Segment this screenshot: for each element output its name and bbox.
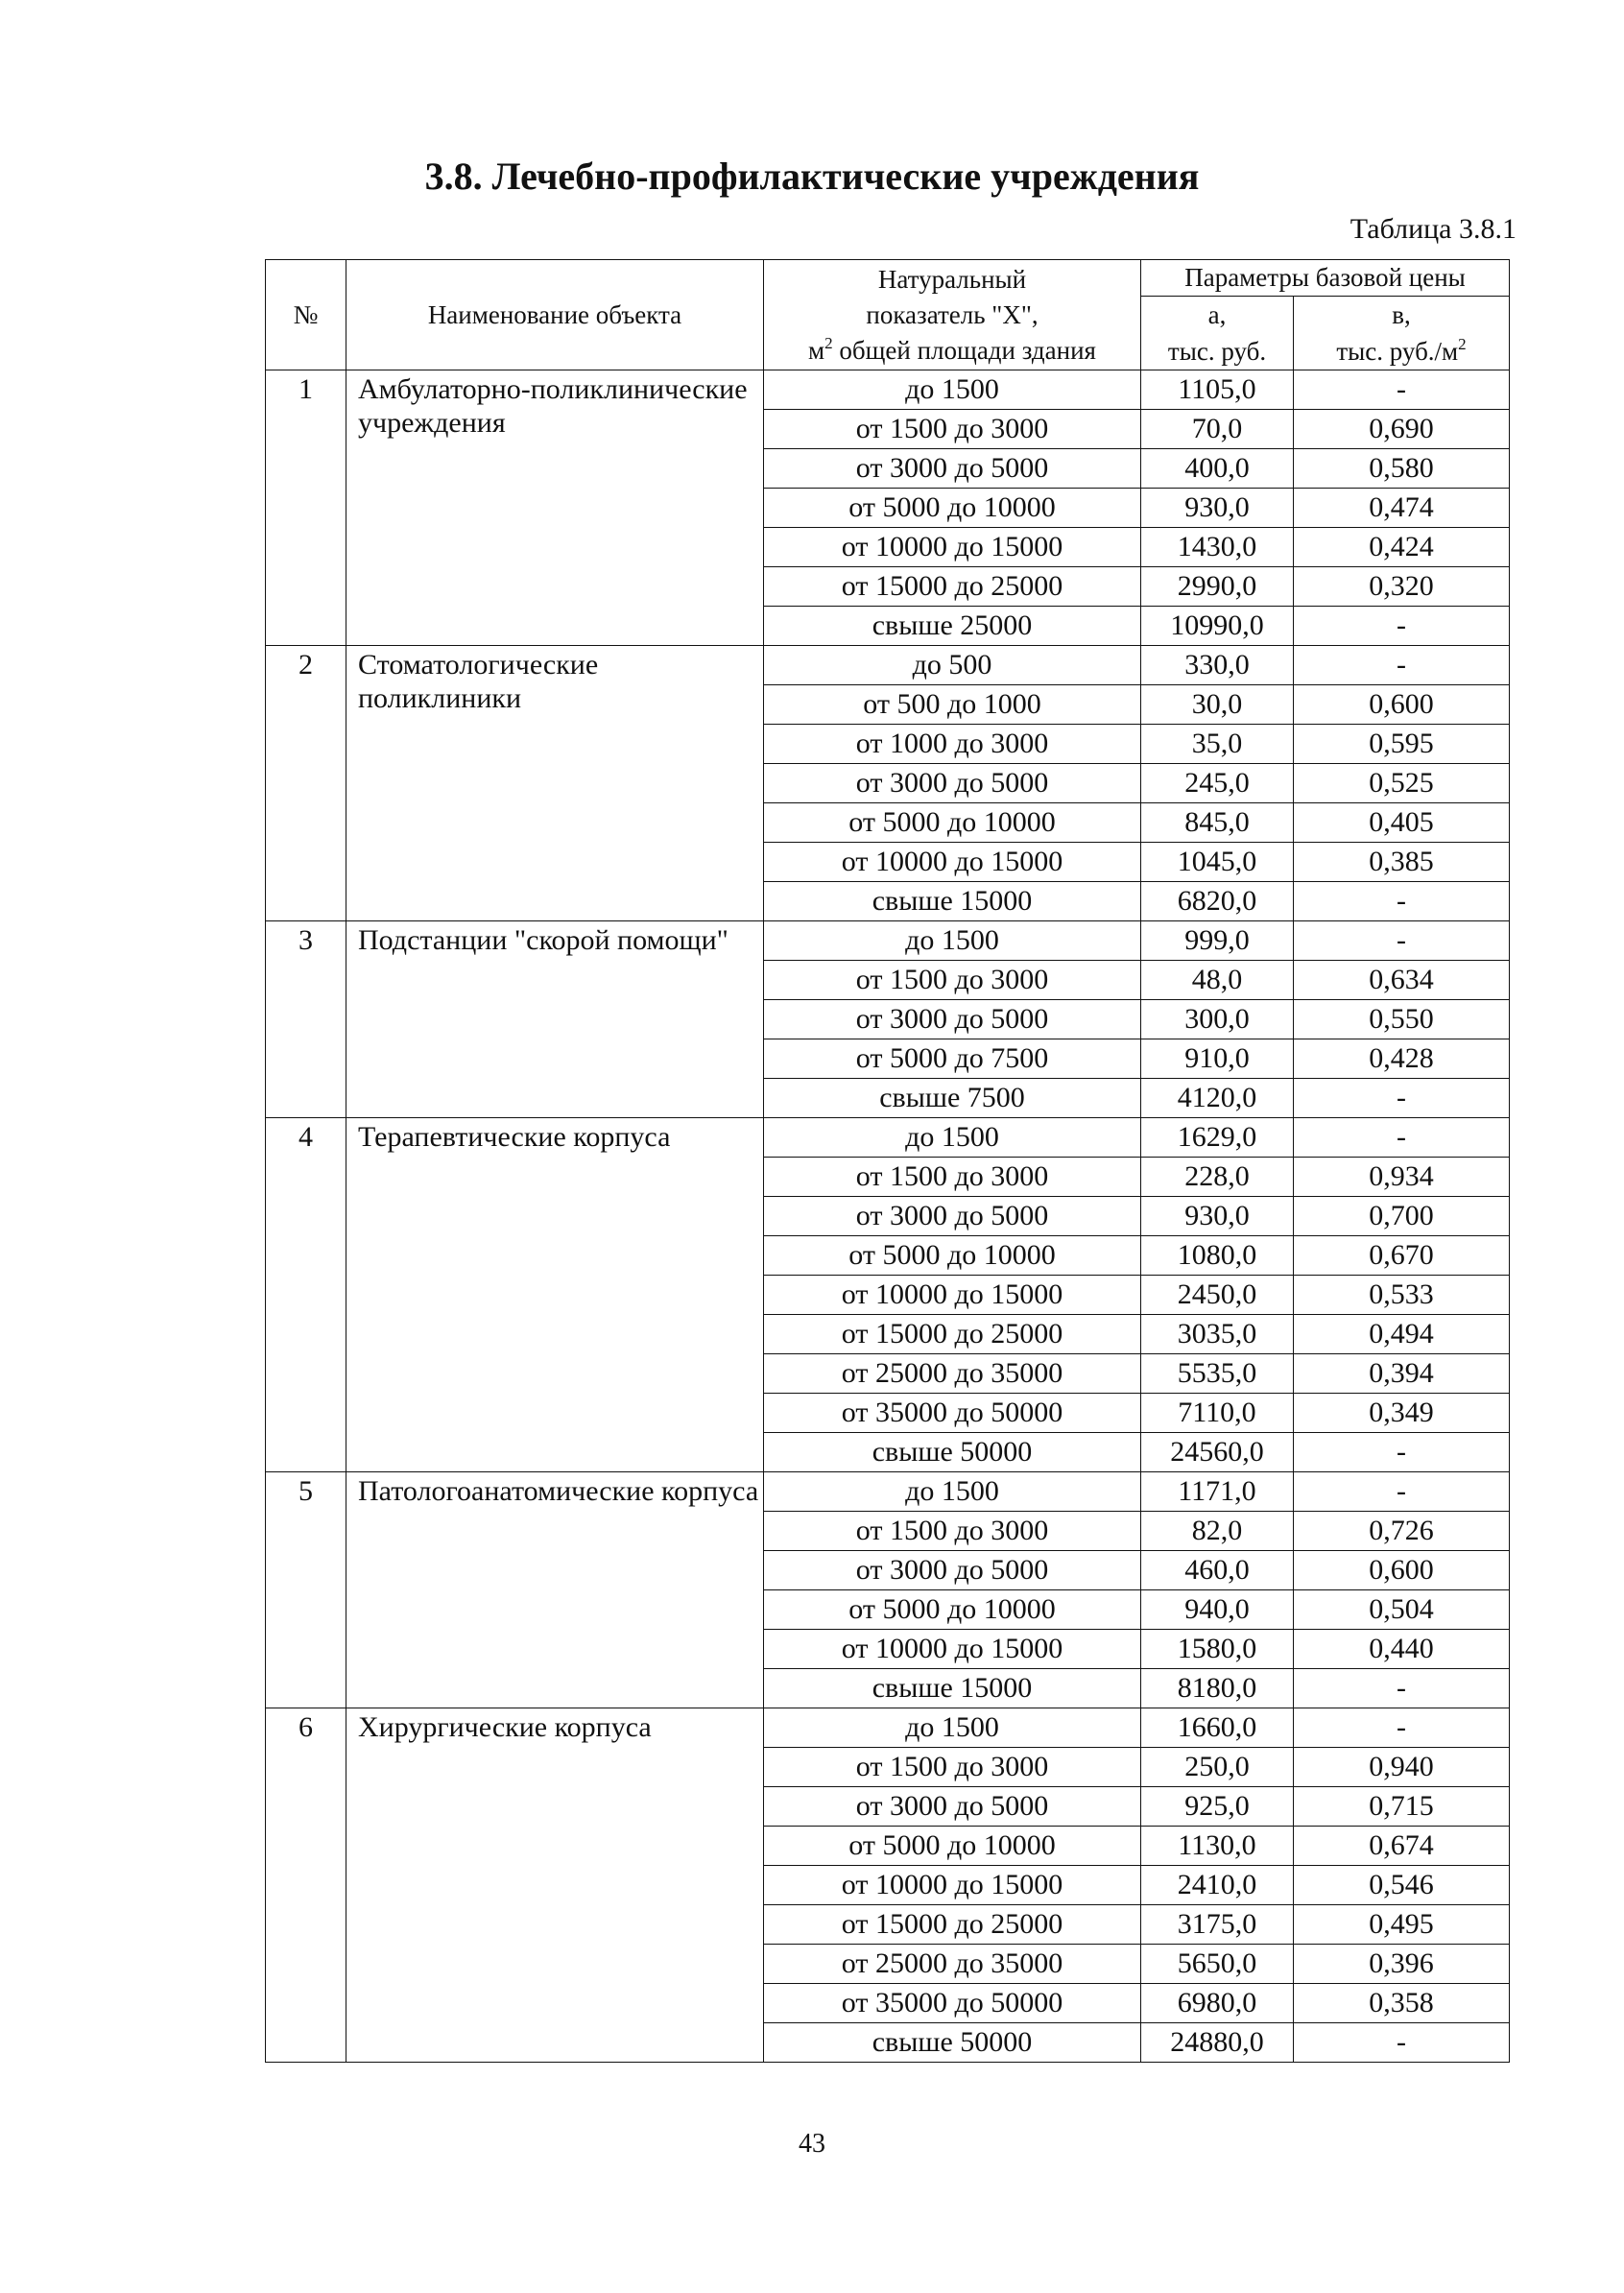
range-cell: от 3000 до 5000 bbox=[764, 1197, 1141, 1236]
range-cell: свыше 25000 bbox=[764, 607, 1141, 646]
a-value-cell: 1171,0 bbox=[1141, 1472, 1294, 1512]
a-value-cell: 5650,0 bbox=[1141, 1945, 1294, 1984]
b-value-cell: 0,495 bbox=[1294, 1905, 1510, 1945]
b-value-cell: 0,424 bbox=[1294, 528, 1510, 567]
header-natural-line3 bbox=[764, 333, 1140, 369]
a-value-cell: 1130,0 bbox=[1141, 1827, 1294, 1866]
range-cell: от 500 до 1000 bbox=[764, 685, 1141, 725]
b-value-cell: 0,600 bbox=[1294, 1551, 1510, 1590]
range-cell: от 10000 до 15000 bbox=[764, 1276, 1141, 1315]
table-header bbox=[266, 260, 1510, 370]
table-row bbox=[266, 921, 1510, 961]
range-cell: от 25000 до 35000 bbox=[764, 1945, 1141, 1984]
range-cell: от 3000 до 5000 bbox=[764, 449, 1141, 489]
header-natural-line2: показатель "Х", bbox=[866, 299, 1039, 329]
b-value-cell: 0,504 bbox=[1294, 1590, 1510, 1630]
b-value-cell: 0,634 bbox=[1294, 961, 1510, 1000]
a-value-cell: 82,0 bbox=[1141, 1512, 1294, 1551]
b-value-cell: 0,358 bbox=[1294, 1984, 1510, 2023]
range-cell: от 35000 до 50000 bbox=[764, 1394, 1141, 1433]
table-row bbox=[266, 370, 1510, 410]
range-cell: от 15000 до 25000 bbox=[764, 1905, 1141, 1945]
a-value-cell: 245,0 bbox=[1141, 764, 1294, 803]
a-value-cell: 1080,0 bbox=[1141, 1236, 1294, 1276]
b-value-cell: 0,600 bbox=[1294, 685, 1510, 725]
a-value-cell: 8180,0 bbox=[1141, 1669, 1294, 1708]
a-value-cell: 10990,0 bbox=[1141, 607, 1294, 646]
b-value-cell: 0,440 bbox=[1294, 1630, 1510, 1669]
range-cell: от 10000 до 15000 bbox=[764, 1866, 1141, 1905]
range-cell: свыше 7500 bbox=[764, 1079, 1141, 1118]
range-cell: от 15000 до 25000 bbox=[764, 1315, 1141, 1354]
header-natural-unit: м bbox=[808, 335, 825, 365]
b-value-cell: - bbox=[1294, 1472, 1510, 1512]
table-row bbox=[266, 1708, 1510, 1748]
group-name: Подстанции "скорой помощи" bbox=[346, 921, 764, 1118]
a-value-cell: 228,0 bbox=[1141, 1158, 1294, 1197]
a-value-cell: 70,0 bbox=[1141, 410, 1294, 449]
a-value-cell: 7110,0 bbox=[1141, 1394, 1294, 1433]
header-a bbox=[1141, 297, 1294, 370]
header-b bbox=[1294, 297, 1510, 370]
header-name: Наименование объекта bbox=[346, 260, 764, 370]
range-cell: свыше 50000 bbox=[764, 1433, 1141, 1472]
a-value-cell: 4120,0 bbox=[1141, 1079, 1294, 1118]
b-value-cell: 0,396 bbox=[1294, 1945, 1510, 1984]
range-cell: свыше 15000 bbox=[764, 882, 1141, 921]
b-value-cell: 0,320 bbox=[1294, 567, 1510, 607]
b-value-cell: 0,474 bbox=[1294, 489, 1510, 528]
b-value-cell: 0,546 bbox=[1294, 1866, 1510, 1905]
table-label: Таблица 3.8.1 bbox=[1349, 213, 1517, 245]
a-value-cell: 24880,0 bbox=[1141, 2023, 1294, 2063]
range-cell: от 5000 до 10000 bbox=[764, 1827, 1141, 1866]
group-name: Терапевтические корпуса bbox=[346, 1118, 764, 1472]
a-value-cell: 3035,0 bbox=[1141, 1315, 1294, 1354]
range-cell: от 1500 до 3000 bbox=[764, 1748, 1141, 1787]
range-cell: до 1500 bbox=[764, 1472, 1141, 1512]
range-cell: от 35000 до 50000 bbox=[764, 1984, 1141, 2023]
header-natural-rest: общей площади здания bbox=[832, 335, 1096, 365]
b-value-cell: - bbox=[1294, 1079, 1510, 1118]
range-cell: от 1500 до 3000 bbox=[764, 1512, 1141, 1551]
b-value-cell: 0,428 bbox=[1294, 1039, 1510, 1079]
range-cell: от 3000 до 5000 bbox=[764, 1000, 1141, 1039]
a-value-cell: 330,0 bbox=[1141, 646, 1294, 685]
b-value-cell: - bbox=[1294, 646, 1510, 685]
a-value-cell: 930,0 bbox=[1141, 1197, 1294, 1236]
table-body bbox=[266, 370, 1510, 2063]
a-value-cell: 1629,0 bbox=[1141, 1118, 1294, 1158]
b-value-cell: 0,700 bbox=[1294, 1197, 1510, 1236]
group-number: 3 bbox=[266, 921, 346, 1118]
a-value-cell: 35,0 bbox=[1141, 725, 1294, 764]
range-cell: от 10000 до 15000 bbox=[764, 1630, 1141, 1669]
b-value-cell: - bbox=[1294, 921, 1510, 961]
a-value-cell: 2410,0 bbox=[1141, 1866, 1294, 1905]
header-natural-sup: 2 bbox=[824, 333, 833, 352]
a-value-cell: 5535,0 bbox=[1141, 1354, 1294, 1394]
page-number: 43 bbox=[799, 2129, 825, 2159]
b-value-cell: 0,940 bbox=[1294, 1748, 1510, 1787]
range-cell: свыше 15000 bbox=[764, 1669, 1141, 1708]
b-value-cell: - bbox=[1294, 1708, 1510, 1748]
b-value-cell: 0,690 bbox=[1294, 410, 1510, 449]
header-a-line1: а, bbox=[1207, 300, 1227, 329]
range-cell: от 25000 до 35000 bbox=[764, 1354, 1141, 1394]
b-value-cell: - bbox=[1294, 1669, 1510, 1708]
header-num: № bbox=[266, 260, 346, 370]
page-title: 3.8. Лечебно-профилактические учреждения bbox=[424, 155, 1200, 198]
a-value-cell: 1430,0 bbox=[1141, 528, 1294, 567]
a-value-cell: 250,0 bbox=[1141, 1748, 1294, 1787]
header-a-line2: тыс. руб. bbox=[1167, 337, 1267, 366]
range-cell: до 500 bbox=[764, 646, 1141, 685]
b-value-cell: - bbox=[1294, 882, 1510, 921]
table-row bbox=[266, 1118, 1510, 1158]
range-cell: от 1500 до 3000 bbox=[764, 410, 1141, 449]
a-value-cell: 460,0 bbox=[1141, 1551, 1294, 1590]
a-value-cell: 1105,0 bbox=[1141, 370, 1294, 410]
b-value-cell: 0,670 bbox=[1294, 1236, 1510, 1276]
group-name: Патологоанатомические корпуса bbox=[346, 1472, 764, 1708]
header-params: Параметры базовой цены bbox=[1141, 260, 1510, 297]
price-table bbox=[265, 259, 1510, 2063]
b-value-cell: - bbox=[1294, 1118, 1510, 1158]
group-name: Стоматологические поликлиники bbox=[346, 646, 764, 921]
range-cell: от 10000 до 15000 bbox=[764, 843, 1141, 882]
b-value-cell: 0,533 bbox=[1294, 1276, 1510, 1315]
b-value-cell: - bbox=[1294, 370, 1510, 410]
header-b-line1: в, bbox=[1392, 300, 1411, 329]
range-cell: от 15000 до 25000 bbox=[764, 567, 1141, 607]
a-value-cell: 30,0 bbox=[1141, 685, 1294, 725]
a-value-cell: 6820,0 bbox=[1141, 882, 1294, 921]
b-value-cell: 0,674 bbox=[1294, 1827, 1510, 1866]
a-value-cell: 910,0 bbox=[1141, 1039, 1294, 1079]
group-name: Амбулаторно-поликлинические учреждения bbox=[346, 370, 764, 646]
a-value-cell: 1045,0 bbox=[1141, 843, 1294, 882]
b-value-cell: 0,405 bbox=[1294, 803, 1510, 843]
header-natural-line1: Натуральный bbox=[877, 264, 1027, 294]
range-cell: до 1500 bbox=[764, 921, 1141, 961]
table-row bbox=[266, 1472, 1510, 1512]
range-cell: от 1500 до 3000 bbox=[764, 961, 1141, 1000]
a-value-cell: 24560,0 bbox=[1141, 1433, 1294, 1472]
table-row bbox=[266, 646, 1510, 685]
a-value-cell: 400,0 bbox=[1141, 449, 1294, 489]
a-value-cell: 1580,0 bbox=[1141, 1630, 1294, 1669]
b-value-cell: - bbox=[1294, 607, 1510, 646]
a-value-cell: 3175,0 bbox=[1141, 1905, 1294, 1945]
b-value-cell: 0,934 bbox=[1294, 1158, 1510, 1197]
b-value-cell: 0,550 bbox=[1294, 1000, 1510, 1039]
range-cell: до 1500 bbox=[764, 1118, 1141, 1158]
range-cell: от 1000 до 3000 bbox=[764, 725, 1141, 764]
range-cell: от 5000 до 10000 bbox=[764, 1236, 1141, 1276]
b-value-cell: 0,715 bbox=[1294, 1787, 1510, 1827]
range-cell: до 1500 bbox=[764, 370, 1141, 410]
group-number: 5 bbox=[266, 1472, 346, 1708]
a-value-cell: 930,0 bbox=[1141, 489, 1294, 528]
a-value-cell: 300,0 bbox=[1141, 1000, 1294, 1039]
a-value-cell: 940,0 bbox=[1141, 1590, 1294, 1630]
range-cell: от 5000 до 10000 bbox=[764, 803, 1141, 843]
header-b-sup: 2 bbox=[1458, 335, 1467, 353]
a-value-cell: 1660,0 bbox=[1141, 1708, 1294, 1748]
range-cell: от 5000 до 7500 bbox=[764, 1039, 1141, 1079]
b-value-cell: 0,385 bbox=[1294, 843, 1510, 882]
a-value-cell: 925,0 bbox=[1141, 1787, 1294, 1827]
range-cell: от 5000 до 10000 bbox=[764, 489, 1141, 528]
group-number: 6 bbox=[266, 1708, 346, 2063]
b-value-cell: 0,595 bbox=[1294, 725, 1510, 764]
group-name: Хирургические корпуса bbox=[346, 1708, 764, 2063]
a-value-cell: 845,0 bbox=[1141, 803, 1294, 843]
range-cell: от 5000 до 10000 bbox=[764, 1590, 1141, 1630]
b-value-cell: 0,494 bbox=[1294, 1315, 1510, 1354]
b-value-cell: - bbox=[1294, 1433, 1510, 1472]
range-cell: свыше 50000 bbox=[764, 2023, 1141, 2063]
range-cell: от 1500 до 3000 bbox=[764, 1158, 1141, 1197]
a-value-cell: 2450,0 bbox=[1141, 1276, 1294, 1315]
range-cell: от 10000 до 15000 bbox=[764, 528, 1141, 567]
b-value-cell: - bbox=[1294, 2023, 1510, 2063]
header-b-line2 bbox=[1294, 333, 1509, 370]
header-b-unit: тыс. руб./м bbox=[1336, 337, 1459, 366]
a-value-cell: 6980,0 bbox=[1141, 1984, 1294, 2023]
group-number: 2 bbox=[266, 646, 346, 921]
a-value-cell: 2990,0 bbox=[1141, 567, 1294, 607]
range-cell: от 3000 до 5000 bbox=[764, 1787, 1141, 1827]
range-cell: от 3000 до 5000 bbox=[764, 1551, 1141, 1590]
b-value-cell: 0,726 bbox=[1294, 1512, 1510, 1551]
b-value-cell: 0,580 bbox=[1294, 449, 1510, 489]
range-cell: от 3000 до 5000 bbox=[764, 764, 1141, 803]
range-cell: до 1500 bbox=[764, 1708, 1141, 1748]
a-value-cell: 48,0 bbox=[1141, 961, 1294, 1000]
header-natural bbox=[764, 260, 1141, 370]
b-value-cell: 0,525 bbox=[1294, 764, 1510, 803]
a-value-cell: 999,0 bbox=[1141, 921, 1294, 961]
group-number: 1 bbox=[266, 370, 346, 646]
b-value-cell: 0,394 bbox=[1294, 1354, 1510, 1394]
group-number: 4 bbox=[266, 1118, 346, 1472]
b-value-cell: 0,349 bbox=[1294, 1394, 1510, 1433]
